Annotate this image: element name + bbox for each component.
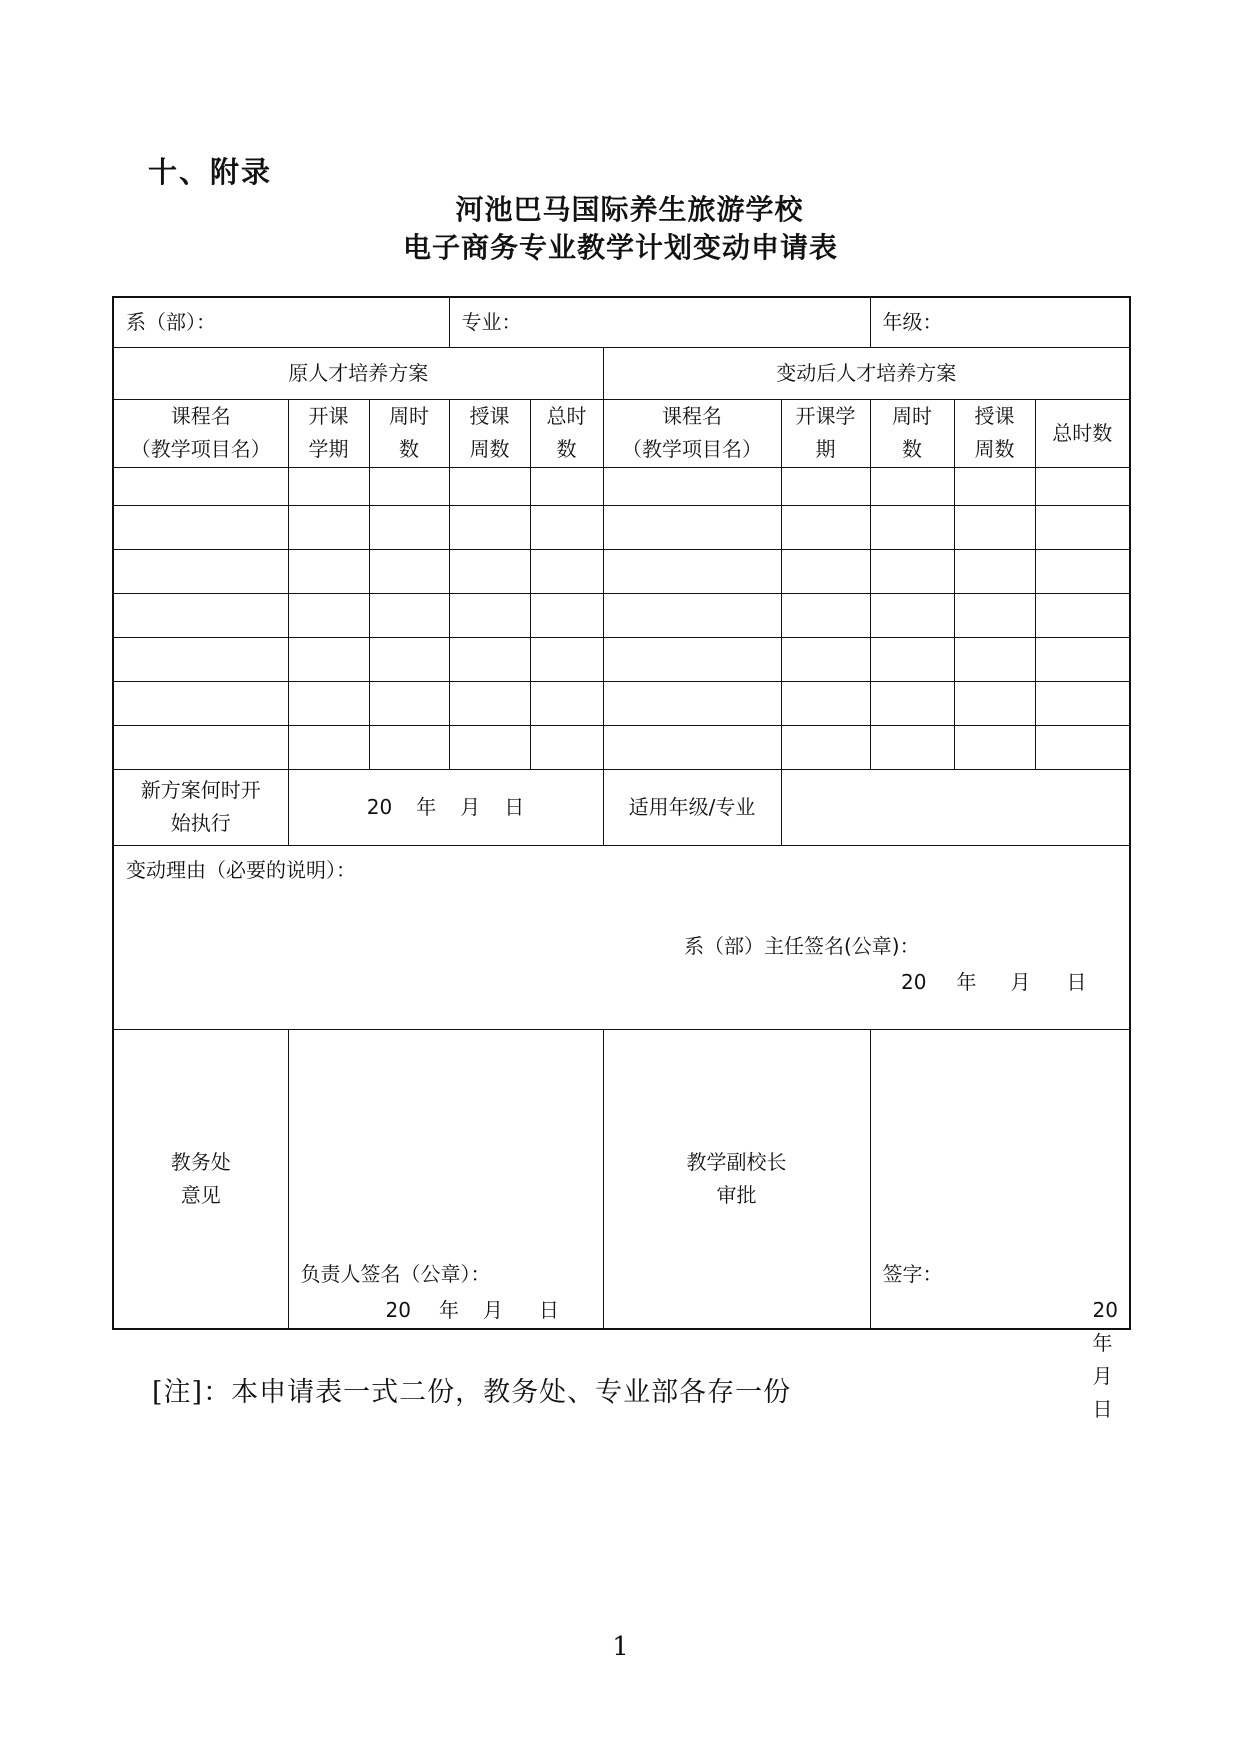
applicable-label: 适用年级/专业: [603, 769, 781, 845]
col-weekly-hours: 周时 数: [369, 399, 449, 467]
sign-label: 签字：: [882, 1261, 943, 1286]
grade-label: 年级：: [882, 309, 943, 334]
col-semester: 开课 学期: [288, 399, 369, 467]
vice-principal-label: 教学副校长 审批: [603, 1029, 870, 1329]
reason-label: 变动理由（必要的说明）：: [126, 857, 356, 882]
academic-affairs-opinion[interactable]: [288, 1029, 603, 1329]
col-changed-teaching-weeks: 授课 周数: [954, 399, 1035, 467]
col-changed-semester: 开课学 期: [781, 399, 870, 467]
plan-header-row: [113, 347, 1130, 399]
table-row: [113, 725, 1130, 769]
col-changed-weekly-hours: 周时 数: [870, 399, 954, 467]
section-heading: 十、附录: [148, 155, 273, 189]
responsible-signature-label: 负责人签名（公章）：: [300, 1261, 491, 1286]
execution-date[interactable]: 20 年 月 日: [288, 769, 603, 845]
changed-plan-header: 变动后人才培养方案: [603, 347, 1130, 399]
table-row: [113, 681, 1130, 725]
table-row: [113, 593, 1130, 637]
col-teaching-weeks: 授课 周数: [449, 399, 530, 467]
page-number: 1: [612, 1632, 629, 1662]
table-row: [113, 505, 1130, 549]
execution-label: 新方案何时开 始执行: [113, 769, 288, 845]
form-title: 电子商务专业教学计划变动申请表: [402, 231, 838, 264]
column-header-row: [113, 399, 1130, 467]
table-row: [113, 467, 1130, 505]
department-field[interactable]: [113, 297, 449, 347]
col-changed-total-hours: 总时数: [1035, 399, 1130, 467]
major-label: 专业：: [461, 309, 522, 334]
applicable-field[interactable]: [781, 769, 1130, 845]
reason-date: 20 年 月 日: [901, 969, 1087, 994]
academic-affairs-label: 教务处 意见: [113, 1029, 288, 1329]
school-title: 河池巴马国际养生旅游学校: [455, 193, 804, 226]
major-field[interactable]: [449, 297, 870, 347]
reason-row: [113, 845, 1130, 1029]
col-course-name: 课程名 （教学项目名）: [113, 399, 288, 467]
original-plan-header: 原人才培养方案: [113, 347, 603, 399]
academic-affairs-date: 20 年 月 日: [385, 1297, 559, 1322]
director-signature-label: 系（部）主任签名(公章)：: [684, 933, 920, 958]
vice-principal-date: 20年月日: [1092, 1297, 1118, 1421]
department-label: 系（部）：: [126, 309, 216, 334]
header-row: [113, 297, 1130, 347]
table-row: [113, 549, 1130, 593]
col-total-hours: 总时 数: [530, 399, 603, 467]
form-note: [注]：本申请表一式二份，教务处、专业部各存一份: [152, 1377, 792, 1408]
grade-field[interactable]: [870, 297, 1130, 347]
vice-principal-approval[interactable]: [870, 1029, 1130, 1421]
table-row: [113, 637, 1130, 681]
reason-field[interactable]: [113, 845, 1130, 1029]
col-changed-course-name: 课程名 （教学项目名）: [603, 399, 781, 467]
approval-row: [113, 1029, 1130, 1329]
execution-row: [113, 769, 1130, 845]
